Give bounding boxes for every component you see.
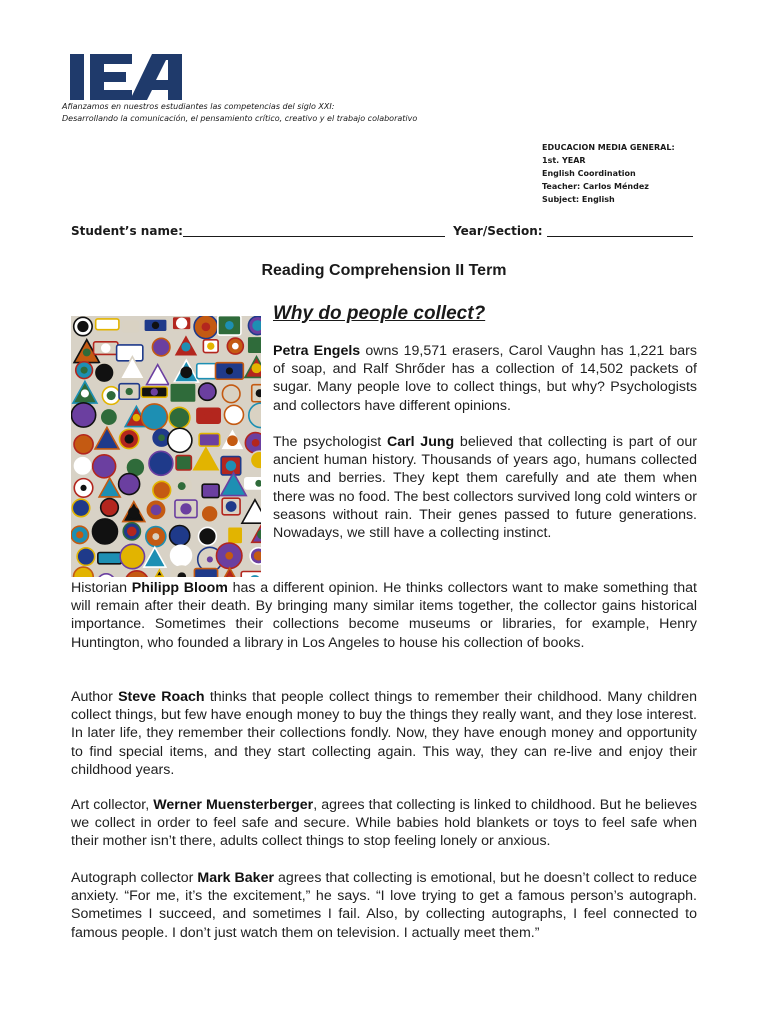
paragraph-2-pre: The psychologist — [273, 434, 387, 450]
school-info-teacher: Teacher: Carlos Méndez — [542, 182, 649, 191]
school-info-block — [542, 141, 675, 206]
paragraph-6 — [71, 869, 697, 942]
paragraph-6-text: agrees that collecting is emotional, but he doesn’t collect to reduce anxiety. “For me, it’s the excitement,” he says. “I love trying to get a famous person’s autograph. Sometimes I succeed, and sometimes I fail. Also, by collecting autographs, I feel connected to famous people. I don’t just watch them on television. I actually meet them.” — [71, 870, 698, 941]
paragraph-4 — [71, 688, 697, 779]
school-info-level: EDUCACION MEDIA GENERAL: — [542, 143, 675, 152]
paragraph-5-text: , agrees that collecting is linked to childhood. But he believes we collect in order to feel safe and secure. While babies hold blankets or toys to feel safe when their mother isn’t there, adults collect things to stop feeling lonely or anxious. — [71, 797, 697, 850]
document-title: Reading Comprehension II Term — [261, 262, 507, 279]
paragraph-2-name: Carl Jung — [386, 434, 455, 450]
student-name-label: Student’s name: — [71, 224, 183, 238]
paragraph-3-pre: Historian — [71, 580, 132, 596]
paragraph-4-name: Steve Roach — [118, 689, 205, 705]
paragraph-1-name: Petra Engels — [273, 343, 361, 359]
paragraph-5-name: Werner Muensterberger — [153, 797, 314, 813]
paragraph-2 — [273, 433, 697, 542]
school-info-year: 1st. YEAR — [542, 156, 586, 165]
paragraph-2-text: believed that collecting is part of our ancient human history. Thousands of years ago, humans collected nuts and berries. They kept them carefully and ate them when there was no food. The best collectors survived long cold winters or seasons without rain. Their genes passed to future generations. Nowadays, we still have a collecting instinct. — [273, 434, 697, 542]
student-info-line — [71, 224, 681, 238]
year-section-label: Year/Section: — [453, 224, 543, 238]
paragraph-4-text: thinks that people collect things to remember their childhood. Many children collect things, but few have enough money to buy the things they really want, and they lose interest. In later life, they remember their collections fondly. Now, they have enough money and opportunity to find special items, and they start collecting again. This way, they can re-live and enjoy their childhood years. — [71, 689, 697, 778]
paragraph-6-pre: Autograph collector — [71, 870, 198, 886]
paragraph-6-name: Mark Baker — [197, 870, 274, 886]
paragraph-3-text: has a different opinion. He thinks collectors want to make something that will remain after their death. By bringing many similar items together, the collector gains historical importance. Sometimes their collections become museums or libraries, for example, Henry Huntington, who founded a library in Los Angeles to house his collection of books. — [71, 580, 697, 651]
tagline-line-1: Afianzamos en nuestros estudiantes las competencias del siglo XXI: — [62, 102, 335, 111]
tagline-line-2: Desarrollando la comunicación, el pensamiento crítico, creativo y el trabajo colaborativo — [62, 114, 418, 123]
year-section-field[interactable] — [547, 224, 693, 237]
paragraph-3-name: Philipp Bloom — [131, 580, 228, 596]
school-info-coordination: English Coordination — [542, 169, 636, 178]
iea-logo — [70, 54, 182, 100]
school-info-subject: Subject: English — [542, 195, 615, 204]
school-tagline — [62, 101, 482, 125]
paragraph-5-pre: Art collector, — [71, 797, 154, 813]
student-name-field[interactable] — [183, 224, 445, 237]
paragraph-4-pre: Author — [71, 689, 119, 705]
paragraph-5 — [71, 796, 697, 851]
article-title: Why do people collect? — [273, 303, 486, 324]
paragraph-1-text: owns 19,571 erasers, Carol Vaughn has 1,221 bars of soap, and Ralf Shrőder has a collection of 14,502 packets of sugar. Many people love to collect things, but why? Psychologists and collectors have different opinions. — [273, 343, 697, 414]
patches-collage-image — [71, 316, 261, 577]
paragraph-1 — [273, 342, 697, 415]
paragraph-3 — [71, 579, 697, 652]
